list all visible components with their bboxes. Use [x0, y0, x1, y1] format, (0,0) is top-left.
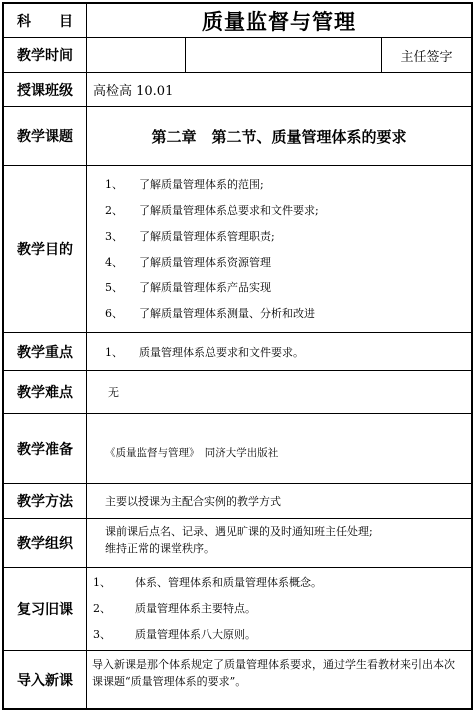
objective-item	[105, 228, 275, 244]
objective-number: 1、	[105, 178, 123, 191]
review-item	[93, 574, 322, 590]
objective-text: 了解质量管理体系产品实现	[139, 281, 271, 294]
review-text: 质量管理体系八大原则。	[135, 628, 256, 641]
teaching-time-value	[87, 38, 185, 72]
methods-label: 教学方法	[17, 494, 73, 510]
table-border-bottom	[2, 708, 473, 710]
objective-item	[105, 305, 315, 321]
objective-number: 3、	[105, 230, 123, 243]
objective-text: 了解质量管理体系总要求和文件要求;	[139, 204, 319, 217]
review-item	[93, 626, 256, 642]
review-text: 体系、管理体系和质量管理体系概念。	[135, 576, 322, 589]
organization-text	[105, 523, 471, 565]
objective-item	[105, 254, 271, 270]
class-label: 授课班级	[17, 82, 73, 99]
organization-label: 教学组织	[17, 536, 73, 552]
objectives-list	[105, 166, 471, 332]
objectives-label: 教学目的	[17, 242, 73, 258]
objective-item	[105, 176, 264, 192]
objective-item	[105, 202, 319, 218]
director-signature-label: 主任签字	[400, 49, 453, 65]
key-points-value	[105, 333, 471, 370]
preparation-item: 《质量监督与管理》 同济大学出版社	[105, 447, 279, 459]
preparation-list	[105, 416, 471, 482]
introduction-label: 导入新课	[17, 672, 73, 689]
review-item	[93, 600, 256, 616]
organization-line: 维持正常的课堂秩序。	[105, 542, 215, 555]
subject-label: 科 目	[17, 13, 73, 30]
methods-value: 主要以授课为主配合实例的教学方式	[105, 495, 281, 508]
objective-number: 2、	[105, 204, 123, 217]
subject-value: 质量监督与管理	[202, 8, 356, 34]
organization-line: 课前课后点名、记录、遇见旷课的及时通知班主任处理;	[105, 525, 373, 538]
introduction-text: 导入新课是那个体系规定了质量管理体系要求，通过学生看教材来引出本次课课题“质量管理体系的要求”。	[92, 658, 455, 688]
class-value: 高检高 10.01	[93, 84, 174, 99]
difficulties-value: 无	[108, 386, 119, 399]
objective-text: 了解质量管理体系的范围;	[139, 178, 264, 191]
topic-label: 教学课题	[17, 129, 73, 145]
objective-number: 6、	[105, 307, 123, 320]
topic-value: 第二章 第二节、质量管理体系的要求	[151, 127, 407, 146]
review-number: 3、	[93, 628, 111, 641]
objective-number: 5、	[105, 281, 123, 294]
key-point-text: 质量管理体系总要求和文件要求。	[139, 345, 304, 359]
objective-number: 4、	[105, 256, 123, 269]
objective-text: 了解质量管理体系资源管理	[139, 256, 271, 269]
key-points-label: 教学重点	[17, 344, 73, 361]
review-list	[93, 568, 471, 650]
difficulties-label: 教学难点	[17, 385, 73, 401]
objective-item	[105, 279, 271, 295]
review-number: 1、	[93, 576, 111, 589]
key-point-number: 1、	[105, 345, 123, 359]
teaching-time-label: 教学时间	[17, 48, 73, 64]
table-border-right	[471, 2, 473, 710]
objective-text: 了解质量管理体系测量、分析和改进	[139, 307, 315, 320]
review-text: 质量管理体系主要特点。	[135, 602, 256, 615]
preparation-label: 教学准备	[17, 441, 73, 458]
review-label: 复习旧课	[17, 602, 73, 618]
teaching-time-extra	[186, 38, 381, 72]
review-number: 2、	[93, 602, 111, 615]
objective-text: 了解质量管理体系管理职责;	[139, 230, 275, 243]
